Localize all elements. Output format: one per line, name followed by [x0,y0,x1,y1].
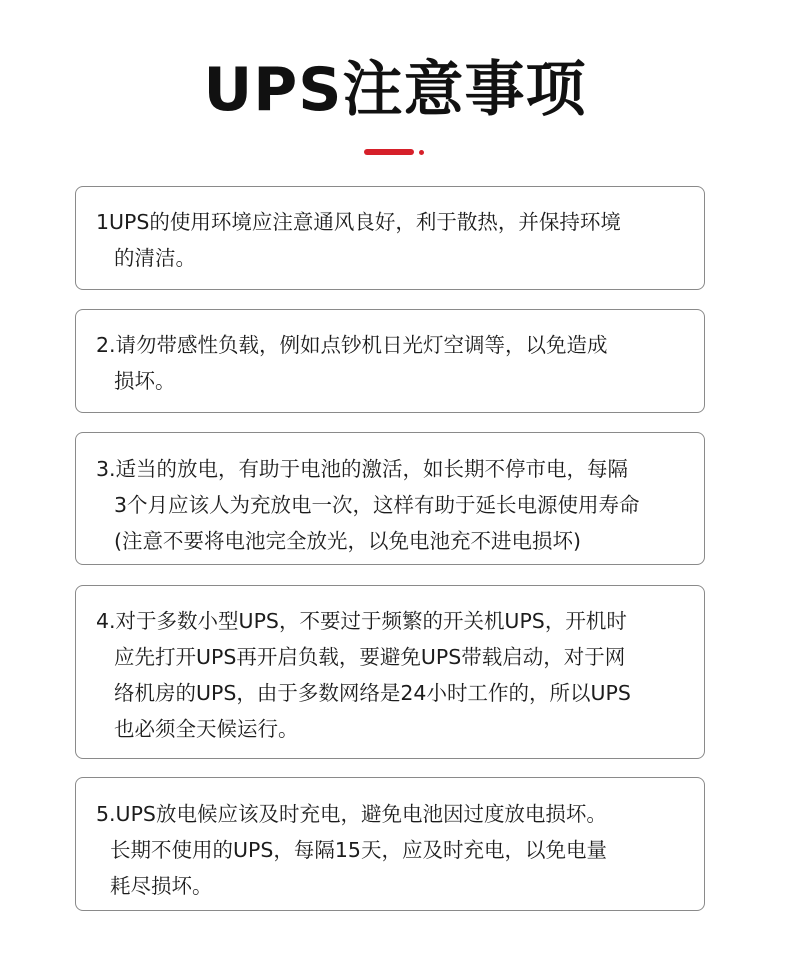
note-4-line-1: 4.对于多数小型UPS，不要过于频繁的开关机UPS，开机时 [96,609,627,633]
note-1-line-1: 1UPS的使用环境应注意通风良好，利于散热，并保持环境 [96,210,621,234]
note-card-1 [75,186,705,290]
note-5-line-3: 耗尽损坏。 [110,874,213,898]
note-3-line-3: (注意不要将电池完全放光，以免电池充不进电损坏) [114,529,581,553]
note-card-4 [75,585,705,759]
note-2-line-2: 损坏。 [114,369,176,393]
accent-dot [419,150,424,155]
note-4-line-2: 应先打开UPS再开启负载，要避免UPS带载启动，对于网 [114,645,626,669]
note-card-5 [75,777,705,911]
note-text-3 [96,451,698,559]
note-card-2 [75,309,705,413]
accent-bar [364,149,414,155]
note-2-line-1: 2.请勿带感性负载，例如点钞机日光灯空调等，以免造成 [96,333,608,357]
note-text-2 [96,327,698,399]
note-4-line-3: 络机房的UPS，由于多数网络是24小时工作的，所以UPS [114,681,631,705]
note-text-1 [96,204,698,276]
note-3-line-2: 3个月应该人为充放电一次，这样有助于延长电源使用寿命 [114,493,640,517]
note-3-line-1: 3.适当的放电，有助于电池的激活，如长期不停市电，每隔 [96,457,629,481]
note-4-line-4: 也必须全天候运行。 [114,717,299,741]
note-5-line-1: 5.UPS放电候应该及时充电，避免电池因过度放电损坏。 [96,802,607,826]
note-text-4 [96,603,698,747]
note-card-3 [75,432,705,565]
note-1-line-2: 的清洁。 [114,246,196,270]
page-title: UPS注意事项 [203,55,587,125]
note-5-line-2: 长期不使用的UPS，每隔15天，应及时充电，以免电量 [110,838,607,862]
note-text-5 [96,796,698,904]
